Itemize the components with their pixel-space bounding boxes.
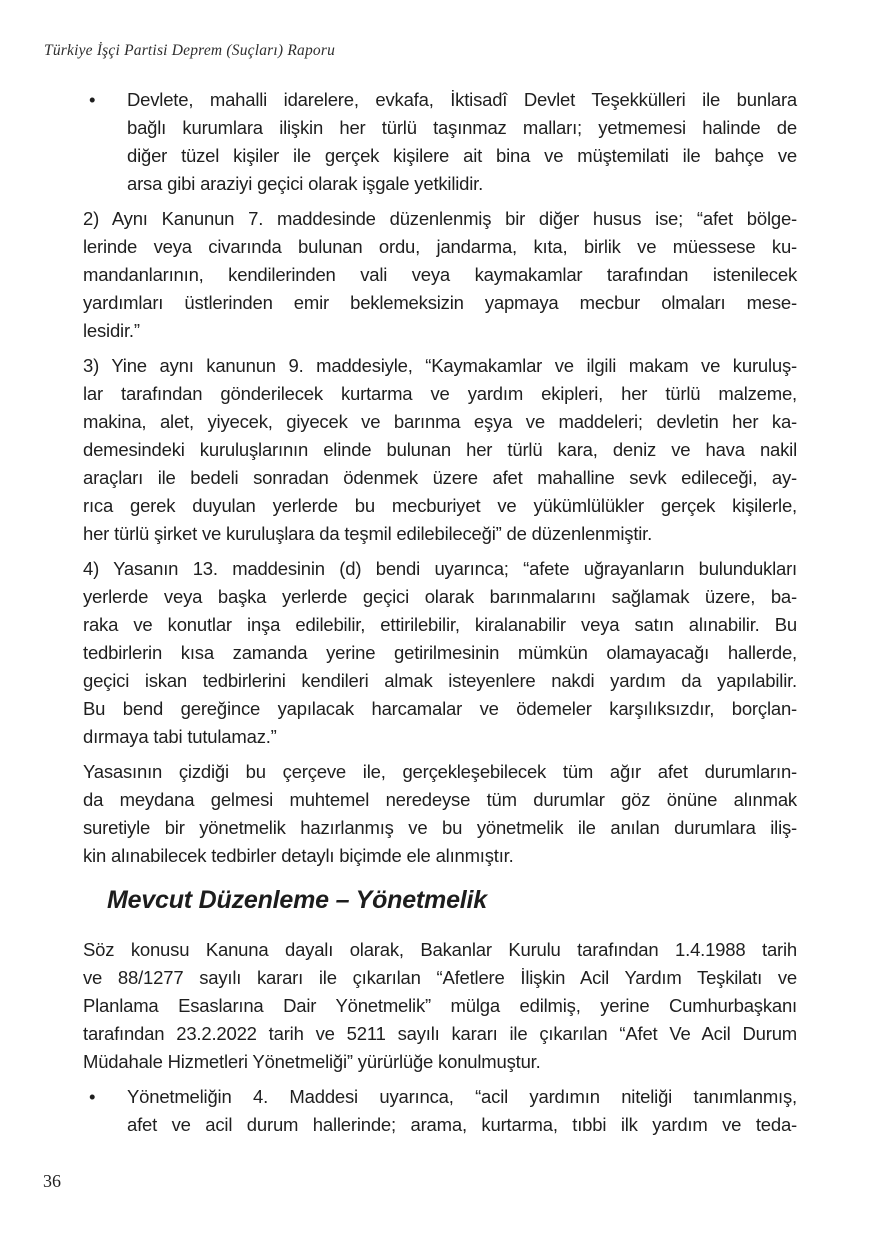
text-line: her türlü şirket ve kuruluşlara da teşmil edilebileceği” de düzenlenmiştir. (83, 523, 653, 544)
text-line: geçici iskan tedbirlerini kendileri almak isteyenlere nakdi yardım da yapılabilir. (83, 670, 797, 691)
bullet-text (127, 1083, 797, 1139)
text-line: bağlı kurumlara ilişkin her türlü taşınmaz malları; yetmemesi halinde de (127, 117, 797, 138)
paragraph (83, 555, 797, 751)
text-line: tarafından 23.2.2022 tarih ve 5211 sayılı kararı ile çıkarılan “Afet Ve Acil Durum (83, 1023, 797, 1044)
bullet-text (127, 86, 797, 198)
text-line: arsa gibi araziyi geçici olarak işgale yetkilidir. (127, 173, 484, 194)
text-line: araçları ile bedeli sonradan ödenmek üzere afet mahalline sevk edileceği, ay- (83, 467, 797, 488)
running-header: Türkiye İşçi Partisi Deprem (Suçları) Raporu (44, 42, 336, 59)
bullet-item (83, 1083, 797, 1139)
text-line: dırmaya tabi tutulamaz.” (83, 726, 277, 747)
text-line: Yasasının çizdiği bu çerçeve ile, gerçekleşebilecek tüm ağır afet durumların- (83, 761, 797, 782)
text-line: kin alınabilecek tedbirler detaylı biçimde ele alınmıştır. (83, 845, 514, 866)
text-line: 4) Yasanın 13. maddesinin (d) bendi uyarınca; “afete uğrayanların bulundukları (83, 558, 797, 579)
paragraph (83, 352, 797, 548)
text-line: raka ve konutlar inşa edilebilir, ettirilebilir, kiralanabilir veya satın alınabilir. Bu (83, 614, 797, 635)
text-line: da meydana gelmesi muhtemel neredeyse tüm durumlar göz önüne alınmak (83, 789, 797, 810)
paragraph (83, 758, 797, 870)
text-line: diğer tüzel kişiler ile gerçek kişilere ait bina ve müştemilati ile bahçe ve (127, 145, 797, 166)
text-line: Söz konusu Kanuna dayalı olarak, Bakanlar Kurulu tarafından 1.4.1988 tarih (83, 939, 797, 960)
text-line: yardımları üstlerinden emir beklemeksizin yapmaya mecbur olmaları mese- (83, 292, 797, 313)
text-line: Planlama Esaslarına Dair Yönetmelik” mülga edilmiş, yerine Cumhurbaşkanı (83, 995, 797, 1016)
text-line: afet ve acil durum hallerinde; arama, kurtarma, tıbbi ilk yardım ve teda- (127, 1114, 797, 1135)
bullet-marker: • (89, 1086, 96, 1107)
text-line: 3) Yine aynı kanunun 9. maddesiyle, “Kaymakamlar ve ilgili makam ve kuruluş- (83, 355, 797, 376)
text-line: ve 88/1277 sayılı kararı ile çıkarılan “Afetlere İlişkin Acil Yardım Teşkilatı ve (83, 967, 797, 988)
bullet-item (83, 86, 797, 198)
text-line: 2) Aynı Kanunun 7. maddesinde düzenlenmiş bir diğer husus ise; “afet bölge- (83, 208, 797, 229)
text-line: Müdahale Hizmetleri Yönetmeliği” yürürlüğe konulmuştur. (83, 1051, 541, 1072)
document-content (83, 86, 797, 1146)
text-line: tedbirlerin kısa zamanda yerine getirilmesinin mümkün olamayacağı hallerde, (83, 642, 797, 663)
text-line: makina, alet, yiyecek, giyecek ve barınma eşya ve maddeleri; devletin her ka- (83, 411, 797, 432)
section-heading: Mevcut Düzenleme – Yönetmelik (107, 886, 487, 914)
text-line: rıca gerek duyulan yerlerde bu mecburiyet ve yükümlülükler gerçek kişilerle, (83, 495, 797, 516)
text-line: Yönetmeliğin 4. Maddesi uyarınca, “acil yardımın niteliği tanımlanmış, (127, 1086, 797, 1107)
paragraph (83, 205, 797, 345)
text-line: Bu bend gereğince yapılacak harcamalar ve ödemeler karşılıksızdır, borçlan- (83, 698, 797, 719)
text-line: lerinde veya civarında bulunan ordu, jandarma, kıta, birlik ve müessese ku- (83, 236, 797, 257)
page-number: 36 (43, 1171, 61, 1191)
paragraph (83, 936, 797, 1076)
text-line: Devlete, mahalli idarelere, evkafa, İktisadî Devlet Teşekkülleri ile bunlara (127, 89, 797, 110)
text-line: yerlerde veya başka yerlerde geçici olarak barınmalarını sağlamak üzere, ba- (83, 586, 797, 607)
text-line: lar tarafından gönderilecek kurtarma ve yardım ekipleri, her türlü malzeme, (83, 383, 797, 404)
bullet-marker: • (89, 89, 96, 110)
text-line: lesidir.” (83, 320, 140, 341)
text-line: demesindeki kuruluşlarının elinde bulunan her türlü kara, deniz ve hava nakil (83, 439, 797, 460)
text-line: suretiyle bir yönetmelik hazırlanmış ve bu yönetmelik ile anılan durumlara iliş- (83, 817, 797, 838)
text-line: mandanlarının, kendilerinden vali veya kaymakamlar tarafından istenilecek (83, 264, 797, 285)
